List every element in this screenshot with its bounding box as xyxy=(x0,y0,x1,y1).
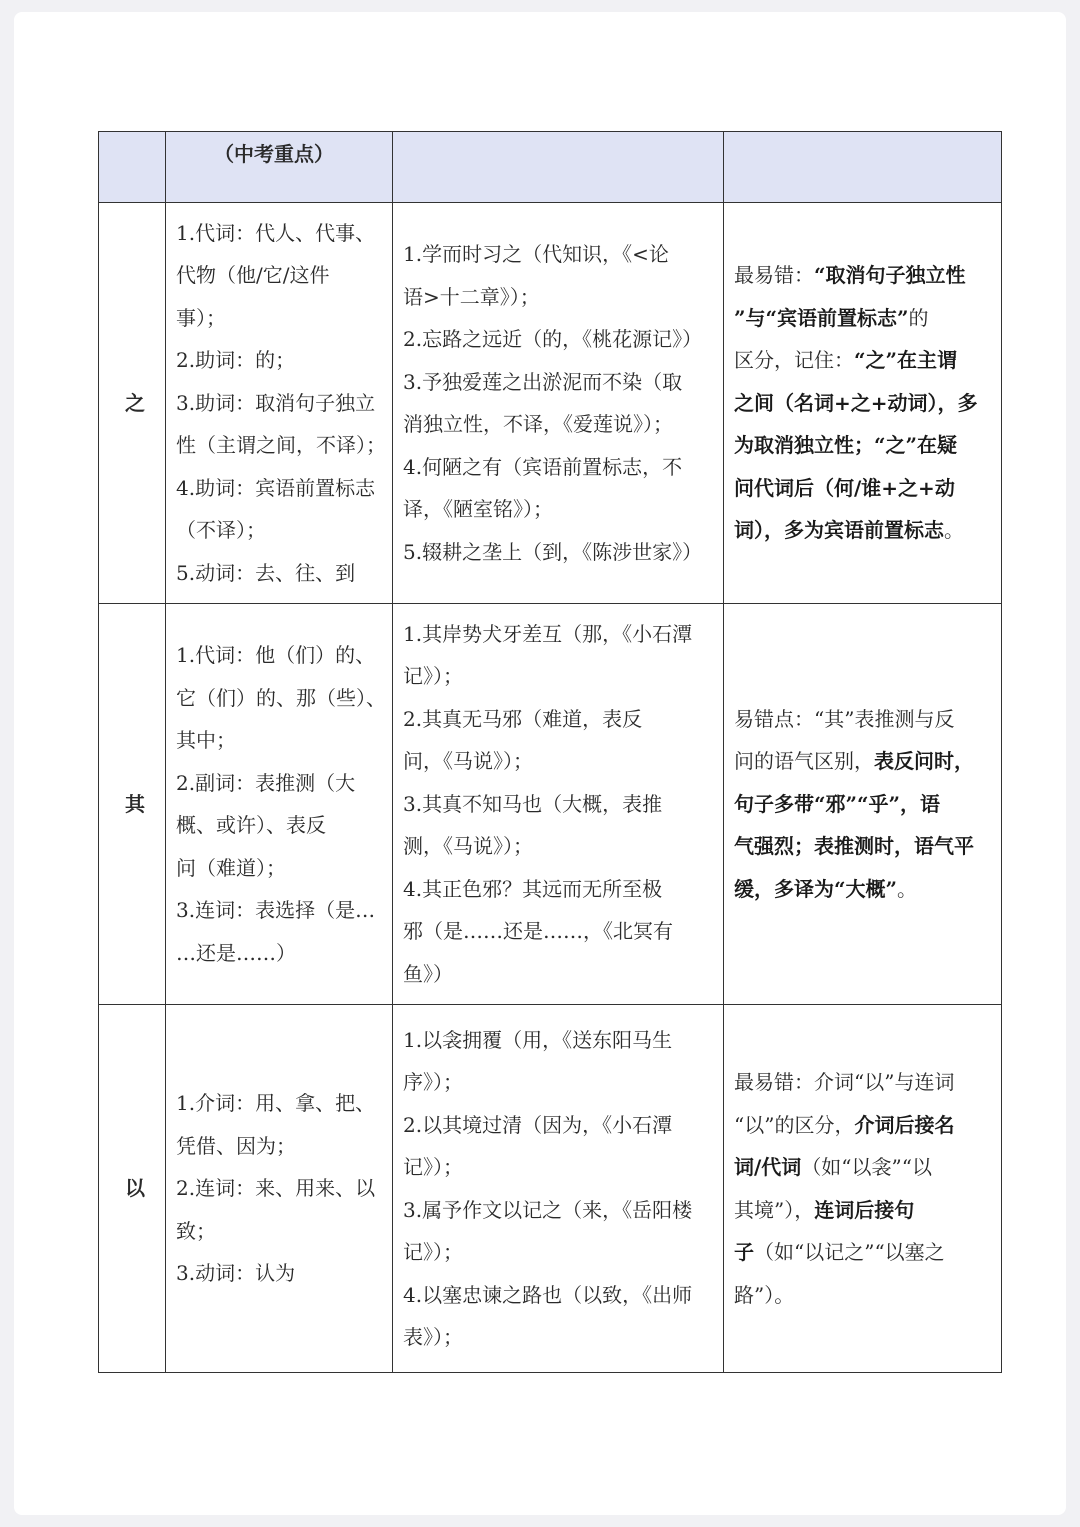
example-line: 记》）； xyxy=(403,1240,463,1264)
meaning-line: 致； xyxy=(176,1218,216,1243)
note-emphasis: 介词后接名 xyxy=(854,1112,955,1137)
meaning-line: 其中； xyxy=(176,728,236,752)
classical-chinese-table xyxy=(98,131,1002,1373)
note-emphasis: ”与“宾语前置标志” xyxy=(734,305,909,330)
character-cell: 之 xyxy=(99,203,166,604)
note-text: （如“以记之”“以塞之 xyxy=(754,1240,945,1264)
meaning-line: （不译）； xyxy=(176,518,266,543)
note-text: 最易错： xyxy=(734,263,814,288)
example-line: 表》）； xyxy=(403,1325,463,1349)
meanings-cell xyxy=(166,203,393,604)
meaning-line: 1.介词：用、拿、把、 xyxy=(176,1091,376,1116)
meaning-line: 1.代词：他（们）的、 xyxy=(176,643,376,667)
note-line xyxy=(734,698,997,741)
note-line xyxy=(734,868,997,911)
example-line: 鱼》） xyxy=(403,961,453,986)
note-line xyxy=(734,467,997,510)
document-page xyxy=(14,12,1066,1515)
header-cell-char xyxy=(99,132,166,203)
example-line: 4.何陋之有（宾语前置标志，不 xyxy=(403,454,683,479)
note-line xyxy=(734,1104,997,1147)
example-line: 记》）； xyxy=(403,1155,463,1179)
table-row xyxy=(99,1005,1002,1373)
header-cell-examples xyxy=(393,132,724,203)
character-cell: 以 xyxy=(99,1005,166,1373)
example-line: 问，《马说》）； xyxy=(403,749,533,774)
note-text: 其境”）， xyxy=(734,1197,815,1222)
meaning-line: 凭借、因为； xyxy=(176,1133,296,1158)
example-line: 序》）； xyxy=(403,1070,463,1094)
note-emphasis: 为取消独立性；“之”在疑 xyxy=(734,433,958,458)
note-emphasis: 词），多为宾语前置标志 xyxy=(734,518,944,543)
example-line: 2.其真无马邪（难道，表反 xyxy=(403,706,643,731)
note-line xyxy=(734,1274,997,1317)
meaning-line: 代物（他/它/这件 xyxy=(176,263,330,288)
note-emphasis: “之”在主谓 xyxy=(854,348,958,373)
example-line: 5.辍耕之垄上（到，《陈涉世家》） xyxy=(403,539,703,564)
note-line xyxy=(734,424,997,467)
note-emphasis: 连词后接句 xyxy=(814,1197,915,1222)
note-line xyxy=(734,740,997,783)
examples-cell xyxy=(393,203,724,604)
meaning-line: 2.连词：来、用来、以 xyxy=(176,1176,376,1201)
note-emphasis: “取消句子独立性 xyxy=(814,263,966,288)
table-header-row xyxy=(99,132,1002,203)
note-emphasis: 气强烈；表推测时，语气平 xyxy=(734,834,974,859)
example-line: 4.其正色邪？其远而无所至极 xyxy=(403,876,663,901)
note-text: 最易错：介词“以”与连词 xyxy=(734,1070,955,1094)
meaning-line: 1.代词：代人、代事、 xyxy=(176,220,376,245)
note-text: 的 xyxy=(908,305,929,330)
note-line xyxy=(734,825,997,868)
note-text: 问的语气区别， xyxy=(734,749,874,774)
example-line: 3.其真不知马也（大概，表推 xyxy=(403,791,663,816)
notes-cell xyxy=(724,604,1002,1005)
note-text: 。 xyxy=(944,518,964,543)
example-line: 1.学而时习之（代知识，《<论 xyxy=(403,242,669,266)
header-cell-notes xyxy=(724,132,1002,203)
meaning-line: 概、或许）、表反 xyxy=(176,813,326,837)
note-line xyxy=(734,297,997,340)
meaning-line: 性（主谓之间，不译）； xyxy=(176,433,386,458)
note-line xyxy=(734,339,997,382)
note-emphasis: 句子多带“邪”“乎”，语 xyxy=(734,791,941,816)
meaning-line: 问（难道）； xyxy=(176,855,286,880)
example-line: 语>十二章》）； xyxy=(403,284,540,309)
note-line xyxy=(734,509,997,552)
examples-cell xyxy=(393,604,724,1005)
note-text: 路”）。 xyxy=(734,1282,795,1307)
meaning-line: 4.助词：宾语前置标志 xyxy=(176,475,376,500)
note-line xyxy=(734,1146,997,1189)
example-line: 译，《陋室铭》）； xyxy=(403,497,553,521)
note-emphasis: 词/代词 xyxy=(734,1155,802,1179)
note-text: （如“以衾”“以 xyxy=(801,1155,932,1179)
note-line xyxy=(734,783,997,826)
note-emphasis: 问代词后（何/谁+之+动 xyxy=(734,475,955,500)
header-cell-meaning: （中考重点） xyxy=(166,132,393,203)
example-line: 消独立性，不译，《爱莲说》）； xyxy=(403,412,673,436)
example-line: 2.以其境过清（因为，《小石潭 xyxy=(403,1112,673,1137)
example-line: 4.以塞忠谏之路也（以致，《出师 xyxy=(403,1282,693,1307)
meaning-line: …还是……） xyxy=(176,940,296,965)
examples-cell xyxy=(393,1005,724,1373)
note-line xyxy=(734,254,997,297)
meaning-line: 3.助词：取消句子独立 xyxy=(176,390,376,415)
meanings-cell xyxy=(166,1005,393,1373)
example-line: 1.其岸势犬牙差互（那，《小石潭 xyxy=(403,621,693,646)
example-line: 3.属予作文以记之（来，《岳阳楼 xyxy=(403,1197,693,1222)
example-line: 邪（是……还是……，《北冥有 xyxy=(403,919,673,944)
example-line: 测，《马说》）； xyxy=(403,834,533,859)
meaning-line: 3.连词：表选择（是… xyxy=(176,898,376,922)
note-line xyxy=(734,1231,997,1274)
note-text: 。 xyxy=(897,876,918,901)
note-text: 易错点：“其”表推测与反 xyxy=(734,706,955,731)
note-text: “以”的区分， xyxy=(734,1112,855,1137)
table-row xyxy=(99,203,1002,604)
notes-cell xyxy=(724,203,1002,604)
table-row xyxy=(99,604,1002,1005)
note-emphasis: 表反问时， xyxy=(874,749,974,774)
example-line: 2.忘路之远近（的，《桃花源记》） xyxy=(403,327,703,351)
character-cell: 其 xyxy=(99,604,166,1005)
note-emphasis: 之间（名词+之+动词），多 xyxy=(734,390,978,415)
meaning-line: 事）； xyxy=(176,305,226,330)
meanings-cell xyxy=(166,604,393,1005)
meaning-line: 2.助词：的； xyxy=(176,348,296,373)
note-line xyxy=(734,1189,997,1232)
note-emphasis: 缓，多译为“大概” xyxy=(734,876,898,901)
note-emphasis: 子 xyxy=(734,1240,754,1264)
meaning-line: 3.动词：认为 xyxy=(176,1261,296,1286)
example-line: 3.予独爱莲之出淤泥而不染（取 xyxy=(403,369,683,394)
note-line xyxy=(734,1061,997,1104)
note-line xyxy=(734,382,997,425)
meaning-line: 5.动词：去、往、到 xyxy=(176,560,356,585)
example-line: 1.以衾拥覆（用，《送东阳马生 xyxy=(403,1027,673,1052)
example-line: 记》）； xyxy=(403,664,463,689)
notes-cell xyxy=(724,1005,1002,1373)
meaning-line: 2.副词：表推测（大 xyxy=(176,770,356,795)
meaning-line: 它（们）的、那（些）、 xyxy=(176,685,386,710)
note-text: 区分，记住： xyxy=(734,348,854,373)
